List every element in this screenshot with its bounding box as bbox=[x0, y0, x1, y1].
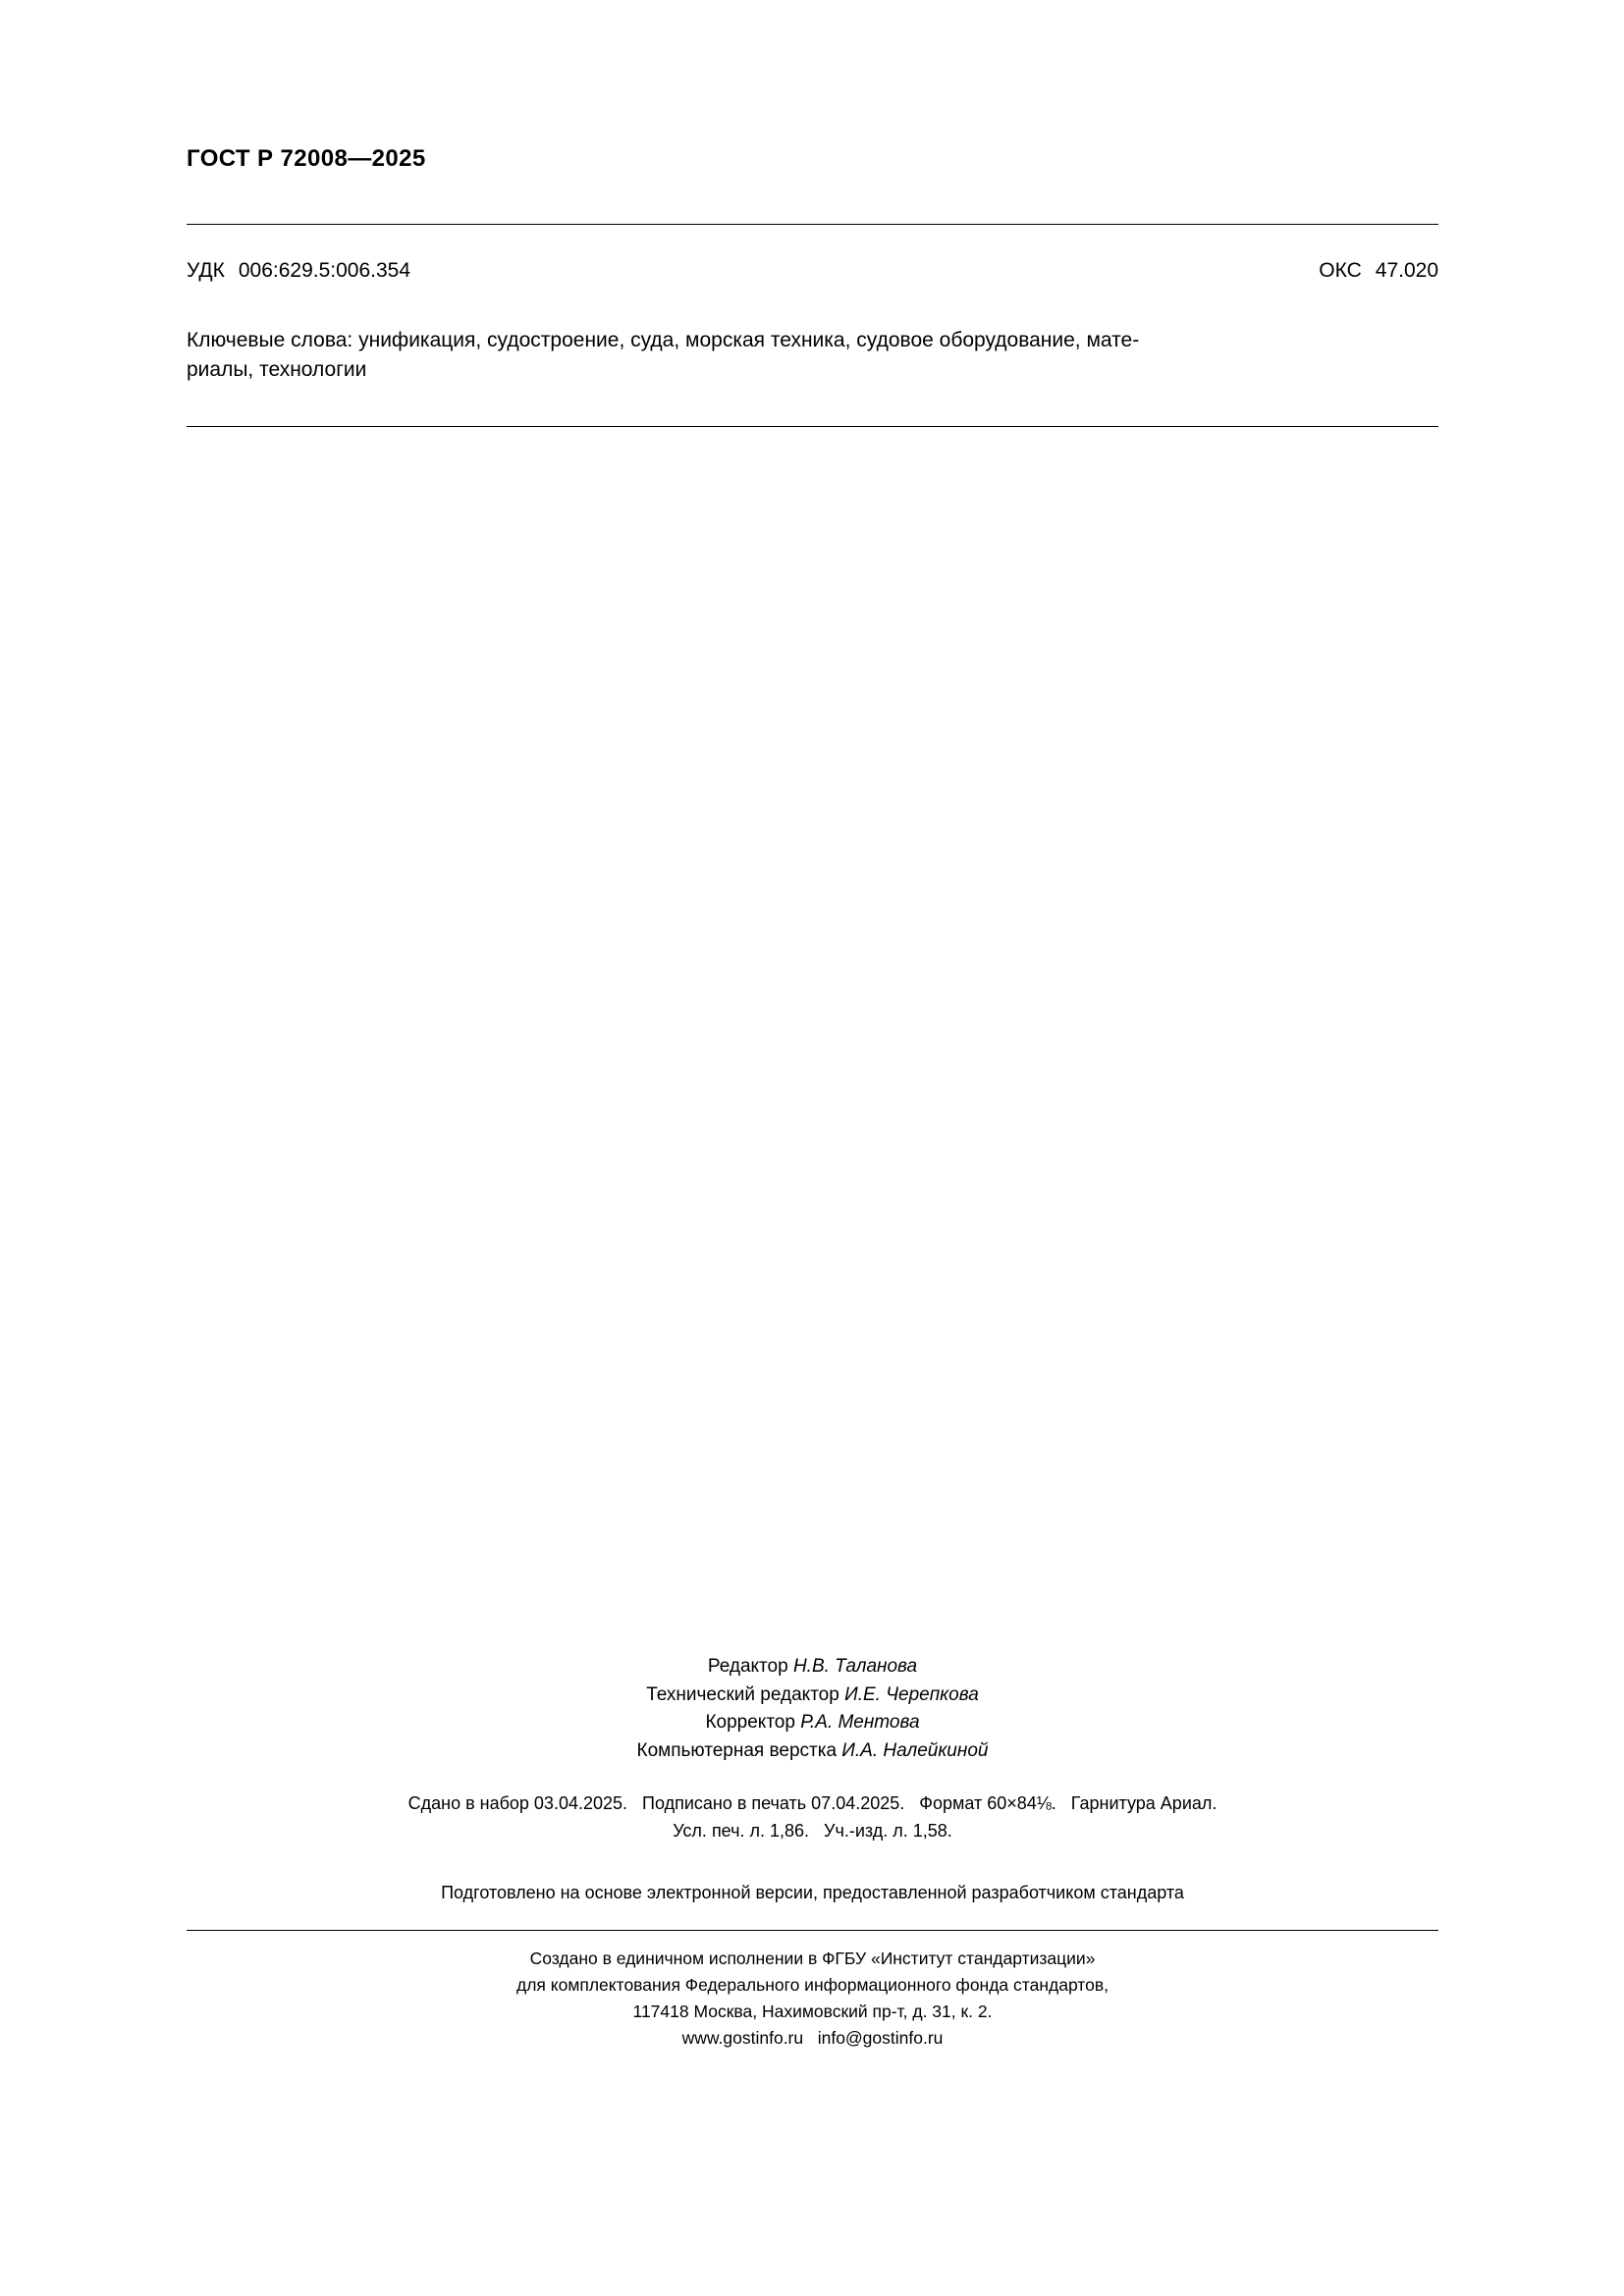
keywords-line-1: Ключевые слова: унификация, судостроение, суда, морская техника, судовое оборудование, мате- bbox=[187, 329, 1140, 351]
credits-block bbox=[187, 1653, 1438, 1765]
tech-editor-label: Технический редактор bbox=[646, 1683, 839, 1705]
keywords-paragraph bbox=[187, 326, 1438, 386]
print-info-line-1: Сдано в набор 03.04.2025. Подписано в печать 07.04.2025. Формат 60×84⅛. Гарнитура Ариал. bbox=[407, 1793, 1218, 1813]
udk-value: 006:629.5:006.354 bbox=[238, 259, 411, 282]
print-info-line-2: Усл. печ. л. 1,86. Уч.-изд. л. 1,58. bbox=[673, 1820, 952, 1841]
credit-layout bbox=[187, 1737, 1438, 1766]
header-divider-bottom bbox=[187, 426, 1438, 427]
corrector-label: Корректор bbox=[705, 1712, 795, 1733]
credit-corrector bbox=[187, 1709, 1438, 1737]
prepared-note: Подготовлено на основе электронной версии, предоставленной разработчиком стандарта bbox=[441, 1883, 1184, 1902]
editor-name: Н.В. Таланова bbox=[792, 1656, 918, 1677]
oks-value: 47.020 bbox=[1375, 259, 1438, 282]
credit-technical-editor bbox=[187, 1682, 1438, 1710]
keywords-line-2: риалы, технологии bbox=[187, 358, 367, 382]
layout-label: Компьютерная верстка bbox=[636, 1739, 838, 1761]
print-info-block bbox=[187, 1790, 1438, 1845]
footer-block bbox=[187, 1946, 1438, 2053]
document-header bbox=[187, 145, 1438, 173]
oks-label: ОКС bbox=[1319, 259, 1362, 282]
footer-line-1: Создано в единичном исполнении в ФГБУ «Институт стандартизации» bbox=[529, 1949, 1096, 1968]
layout-name: И.А. Налейкиной bbox=[841, 1739, 989, 1761]
footer-line-3: 117418 Москва, Нахимовский пр-т, д. 31, к. 2. bbox=[632, 2002, 993, 2022]
editor-label: Редактор bbox=[707, 1656, 788, 1677]
header-divider-top bbox=[187, 224, 1438, 225]
footer-divider bbox=[187, 1930, 1438, 1931]
standard-number-title: ГОСТ Р 72008—2025 bbox=[187, 145, 426, 172]
credit-editor bbox=[187, 1653, 1438, 1682]
footer-contact-line: www.gostinfo.ru info@gostinfo.ru bbox=[681, 2028, 944, 2049]
footer-line-2: для комплектования Федерального информационного фонда стандартов, bbox=[515, 1975, 1109, 1996]
tech-editor-name: И.Е. Черепкова bbox=[844, 1683, 979, 1705]
udk-code bbox=[187, 259, 410, 283]
classification-codes-row bbox=[187, 259, 1438, 283]
udk-label: УДК bbox=[187, 259, 225, 282]
oks-code bbox=[1319, 259, 1438, 283]
corrector-name: Р.А. Ментова bbox=[800, 1712, 920, 1733]
